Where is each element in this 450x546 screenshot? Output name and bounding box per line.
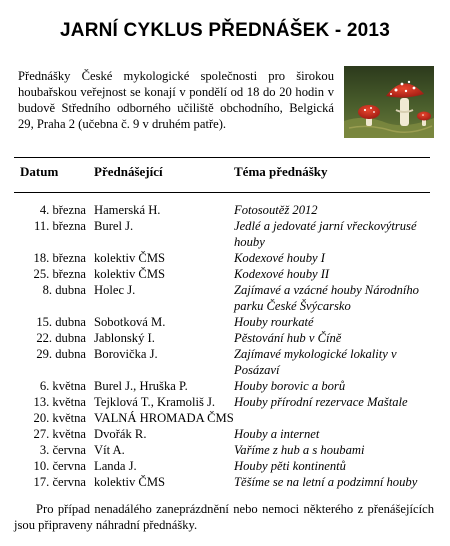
row-lecturer: Sobotková M. bbox=[94, 315, 166, 329]
column-header-lecturer: Přednášející bbox=[94, 164, 163, 179]
row-date: 20. května bbox=[33, 411, 86, 425]
column-header-date: Datum bbox=[20, 164, 59, 179]
row-topic: Houby pěti kontinentů bbox=[234, 459, 346, 473]
row-topic: Houby přírodní rezervace Maštale bbox=[234, 395, 408, 409]
table-row bbox=[0, 378, 450, 394]
row-topic: Fotosoutěž 2012 bbox=[234, 203, 318, 217]
row-topic: Vaříme z hub a s houbami bbox=[234, 443, 365, 457]
row-date: 3. června bbox=[39, 443, 86, 457]
row-lecturer: Dvořák R. bbox=[94, 427, 147, 441]
row-date: 17. června bbox=[33, 475, 86, 489]
schedule-table-body bbox=[0, 202, 450, 490]
row-topic: Těšíme se na letní a podzimní houby bbox=[234, 475, 418, 489]
table-row bbox=[0, 346, 450, 378]
table-row bbox=[0, 314, 450, 330]
row-topic: Zajímavé mykologické lokality v Posázaví bbox=[234, 347, 397, 377]
row-lecturer: Borovička J. bbox=[94, 347, 158, 361]
row-topic: Zajímavé a vzácné houby Národního parku České Švýcarsko bbox=[234, 283, 419, 313]
row-date: 11. března bbox=[34, 219, 86, 233]
table-row bbox=[0, 202, 450, 218]
footer-note: Pro případ nenadálého zaneprázdnění nebo nemoci některého z přenášejících jsou připraveny náhradní přednášky. bbox=[14, 502, 434, 532]
row-date: 22. dubna bbox=[36, 331, 86, 345]
row-lecturer: VALNÁ HROMADA ČMS bbox=[94, 411, 234, 425]
table-row bbox=[0, 474, 450, 490]
table-row bbox=[0, 394, 450, 410]
row-date: 15. dubna bbox=[36, 315, 86, 329]
page-title: JARNÍ CYKLUS PŘEDNÁŠEK - 2013 bbox=[60, 20, 390, 41]
row-lecturer: Landa J. bbox=[94, 459, 137, 473]
row-date: 8. dubna bbox=[42, 283, 86, 297]
row-date: 18. března bbox=[33, 251, 86, 265]
column-header-topic: Téma přednášky bbox=[234, 164, 328, 179]
table-row bbox=[0, 330, 450, 346]
row-topic: Houby a internet bbox=[234, 427, 320, 441]
table-row bbox=[0, 426, 450, 442]
row-topic: Pěstování hub v Číně bbox=[234, 331, 342, 345]
row-topic: Houby rourkaté bbox=[234, 315, 314, 329]
intro-paragraph: Přednášky České mykologické společnosti pro širokou houbařskou veřejnost se konají v pondělí od 18 do 20 hodin v budově Středního odborného učiliště obchodního, Belgická 29, Praha 2 (učebna č. 9 v druhém patře). bbox=[18, 69, 334, 131]
row-date: 6. května bbox=[39, 379, 86, 393]
table-row bbox=[0, 442, 450, 458]
row-date: 4. března bbox=[39, 203, 86, 217]
table-row bbox=[0, 218, 450, 250]
table-row bbox=[0, 266, 450, 282]
table-row bbox=[0, 250, 450, 266]
row-lecturer: Hamerská H. bbox=[94, 203, 161, 217]
row-topic: Jedlé a jedovaté jarní vřeckovýtrusé houby bbox=[234, 219, 417, 249]
row-date: 29. dubna bbox=[36, 347, 86, 361]
row-lecturer: kolektiv ČMS bbox=[94, 267, 166, 281]
row-lecturer: kolektiv ČMS bbox=[94, 251, 166, 265]
row-date: 25. března bbox=[33, 267, 86, 281]
row-lecturer: Tejklová T., Kramoliš J. bbox=[94, 395, 216, 409]
row-topic: Kodexové houby I bbox=[234, 251, 325, 265]
row-lecturer: Vít A. bbox=[94, 443, 125, 457]
row-lecturer: Burel J., Hruška P. bbox=[94, 379, 188, 393]
row-date: 27. května bbox=[33, 427, 86, 441]
table-header-rule bbox=[14, 192, 430, 193]
row-date: 10. června bbox=[33, 459, 86, 473]
row-topic: Kodexové houby II bbox=[234, 267, 330, 281]
row-topic: Houby borovic a borů bbox=[234, 379, 346, 393]
table-row bbox=[0, 410, 450, 426]
row-lecturer: Burel J. bbox=[94, 219, 134, 233]
row-date: 13. května bbox=[33, 395, 86, 409]
mushroom-photo bbox=[344, 66, 434, 138]
row-lecturer: kolektiv ČMS bbox=[94, 475, 166, 489]
row-topic bbox=[234, 410, 439, 426]
table-row bbox=[0, 458, 450, 474]
row-lecturer: Holec J. bbox=[94, 283, 136, 297]
row-lecturer: Jablonský I. bbox=[94, 331, 155, 345]
table-row bbox=[0, 282, 450, 314]
table-top-rule bbox=[14, 157, 430, 158]
